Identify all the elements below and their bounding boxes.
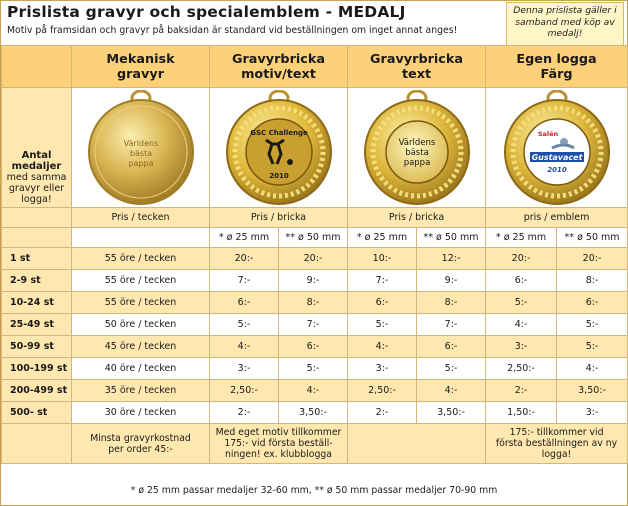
engraved-text: Världens: [123, 138, 158, 148]
price-cell: 6:-: [348, 292, 417, 314]
price-cell: 3:-: [557, 402, 628, 424]
plate-text: Världens: [398, 137, 435, 148]
pris-label: pris / emblem: [486, 208, 628, 228]
table-row: [2, 248, 628, 270]
table-row: [2, 402, 628, 424]
price-cell: 4:-: [417, 380, 486, 402]
table-row: [2, 314, 628, 336]
price-cell: 4:-: [279, 380, 348, 402]
header-gravyrbricka-text: [348, 46, 486, 88]
price-cell: 5:-: [557, 314, 628, 336]
qty-cell: 1 st: [2, 248, 72, 270]
price-cell: 6:-: [210, 292, 279, 314]
qty-cell: 200-499 st: [2, 380, 72, 402]
ball-icon: [287, 159, 293, 165]
antal-label-bold: Antal medaljer: [11, 150, 62, 172]
size-label-row: [2, 228, 628, 248]
plate-year-text: 2010: [268, 171, 289, 180]
medal-text-cell: [348, 88, 486, 208]
price-cell: 5:-: [486, 292, 557, 314]
antal-label: [2, 88, 72, 208]
header-gravyrbricka-motiv: [210, 46, 348, 88]
page-title: Prislista gravyr och specialemblem - MEDALJ: [7, 3, 406, 21]
price-cell: 20:-: [210, 248, 279, 270]
footer-line: Med eget motiv tillkommer: [215, 427, 342, 438]
price-cell: 7:-: [279, 314, 348, 336]
footer-line: första beställningen av ny: [495, 438, 618, 449]
header-line: Gravyrbricka: [231, 51, 326, 67]
header-corner: [2, 46, 72, 88]
size-label-50: ** ø 50 mm: [279, 228, 348, 248]
logo-year-text: 2010: [546, 165, 567, 174]
header-line: Färg: [540, 66, 573, 82]
price-cell: 7:-: [348, 270, 417, 292]
note-line: medalj!: [547, 28, 583, 39]
price-cell: 10:-: [348, 248, 417, 270]
footer-line: Minsta gravyrkostnad: [90, 432, 191, 444]
plate-text: bästa: [404, 147, 429, 158]
size-label-50: ** ø 50 mm: [417, 228, 486, 248]
price-cell: 8:-: [279, 292, 348, 314]
pris-label: Pris / bricka: [210, 208, 348, 228]
medal-motiv-cell: [210, 88, 348, 208]
price-cell: 5:-: [557, 336, 628, 358]
price-cell: 2:-: [210, 402, 279, 424]
pris-label-spacer: [2, 208, 72, 228]
note-line: Denna prislista gäller i: [513, 5, 617, 16]
table-row: [2, 336, 628, 358]
table-row: [2, 292, 628, 314]
footer-spacer: [2, 424, 72, 464]
pris-label-row: [2, 208, 628, 228]
validity-note: [506, 2, 624, 46]
size-label-25: * ø 25 mm: [348, 228, 417, 248]
price-cell: 4:-: [486, 314, 557, 336]
footer-line: 175:- tillkommer vid: [509, 427, 604, 438]
pris-label: Pris / bricka: [348, 208, 486, 228]
price-cell: 3:-: [348, 358, 417, 380]
medal-logo-cell: [486, 88, 628, 208]
qty-cell: 500- st: [2, 402, 72, 424]
price-cell: 5:-: [210, 314, 279, 336]
price-cell: 2:-: [348, 402, 417, 424]
price-cell: 3,50:-: [279, 402, 348, 424]
footer-line: ningen! ex. klubblogga: [225, 449, 332, 460]
gravyr-price-cell: 55 öre / tecken: [72, 270, 210, 292]
price-cell: 2,50:-: [210, 380, 279, 402]
price-cell: 4:-: [557, 358, 628, 380]
medal-logo-image: [490, 90, 624, 206]
qty-cell: 10-24 st: [2, 292, 72, 314]
price-table: [1, 45, 628, 464]
qty-cell: 100-199 st: [2, 358, 72, 380]
engraved-text: bästa: [129, 148, 152, 158]
gravyr-price-cell: 55 öre / tecken: [72, 292, 210, 314]
price-cell: 20:-: [557, 248, 628, 270]
gravyr-price-cell: 45 öre / tecken: [72, 336, 210, 358]
header-egen-logga: [486, 46, 628, 88]
size-label-25: * ø 25 mm: [210, 228, 279, 248]
table-row: [2, 358, 628, 380]
footer-text-spacer: [348, 424, 486, 464]
price-cell: 4:-: [348, 336, 417, 358]
price-cell: 12:-: [417, 248, 486, 270]
footer-motiv-note: [210, 424, 348, 464]
price-cell: 5:-: [279, 358, 348, 380]
qty-cell: 2-9 st: [2, 270, 72, 292]
logo-brand-text: Salén: [537, 129, 558, 138]
header-line: text: [401, 66, 432, 82]
size-label-spacer: [72, 228, 210, 248]
size-label-50: ** ø 50 mm: [557, 228, 628, 248]
medal-image-row: [2, 88, 628, 208]
header-mekanisk-gravyr: [72, 46, 210, 88]
price-cell: 2:-: [486, 380, 557, 402]
price-cell: 6:-: [486, 270, 557, 292]
price-cell: 3:-: [210, 358, 279, 380]
price-cell: 2,50:-: [486, 358, 557, 380]
gravyr-price-cell: 35 öre / tecken: [72, 380, 210, 402]
price-cell: 6:-: [279, 336, 348, 358]
price-cell: 7:-: [210, 270, 279, 292]
price-cell: 9:-: [417, 270, 486, 292]
logo-name-text: Gustavacet: [531, 152, 582, 162]
price-cell: 9:-: [279, 270, 348, 292]
price-cell: 5:-: [417, 358, 486, 380]
price-cell: 1,50:-: [486, 402, 557, 424]
header-line: gravyr: [116, 66, 165, 82]
gravyr-price-cell: 55 öre / tecken: [72, 248, 210, 270]
footer-line: logga!: [541, 449, 572, 460]
gravyr-price-cell: 40 öre / tecken: [72, 358, 210, 380]
size-label-spacer: [2, 228, 72, 248]
price-cell: 2,50:-: [348, 380, 417, 402]
qty-cell: 50-99 st: [2, 336, 72, 358]
price-cell: 20:-: [279, 248, 348, 270]
footer-row: [2, 424, 628, 464]
price-cell: 6:-: [417, 336, 486, 358]
footer-line: per order 45:-: [108, 443, 173, 455]
pris-label: Pris / tecken: [72, 208, 210, 228]
price-cell: 8:-: [417, 292, 486, 314]
medal-text-image: [352, 90, 482, 206]
footer-logga-note: [486, 424, 628, 464]
price-cell: 7:-: [417, 314, 486, 336]
plate-text: pappa: [403, 157, 430, 168]
note-line: samband med köp av: [515, 16, 615, 28]
qty-cell: 25-49 st: [2, 314, 72, 336]
header-line: Mekanisk: [106, 51, 175, 67]
medal-engraved-image: [82, 90, 200, 206]
header-row: [2, 46, 628, 88]
antal-label-rest: med samma gravyr eller logga!: [6, 172, 67, 205]
price-cell: 20:-: [486, 248, 557, 270]
header-line: Gravyrbricka: [370, 51, 464, 67]
price-cell: 3,50:-: [417, 402, 486, 424]
page-subtitle: Motiv på framsidan och gravyr på baksidan är standard vid beställningen om inget annat anges!: [7, 25, 458, 36]
header-line: Egen logga: [516, 51, 597, 67]
header-line: motiv/text: [241, 66, 316, 82]
table-row: [2, 380, 628, 402]
medal-motiv-image: [214, 90, 344, 206]
medal-engraved-cell: [72, 88, 210, 208]
price-cell: 6:-: [557, 292, 628, 314]
plate-motiv-text: GSC Challenge: [249, 128, 308, 137]
footer-line: 175:- vid första beställ-: [224, 438, 333, 449]
price-cell: 3,50:-: [557, 380, 628, 402]
footer-gravyr-note: [72, 424, 210, 464]
engraved-text: pappa: [127, 158, 154, 168]
size-footnote: * ø 25 mm passar medaljer 32-60 mm, ** ø 50 mm passar medaljer 70-90 mm: [130, 485, 498, 496]
price-cell: 3:-: [486, 336, 557, 358]
table-row: [2, 270, 628, 292]
gravyr-price-cell: 30 öre / tecken: [72, 402, 210, 424]
size-label-25: * ø 25 mm: [486, 228, 557, 248]
price-cell: 4:-: [210, 336, 279, 358]
price-cell: 8:-: [557, 270, 628, 292]
price-cell: 5:-: [348, 314, 417, 336]
gravyr-price-cell: 50 öre / tecken: [72, 314, 210, 336]
